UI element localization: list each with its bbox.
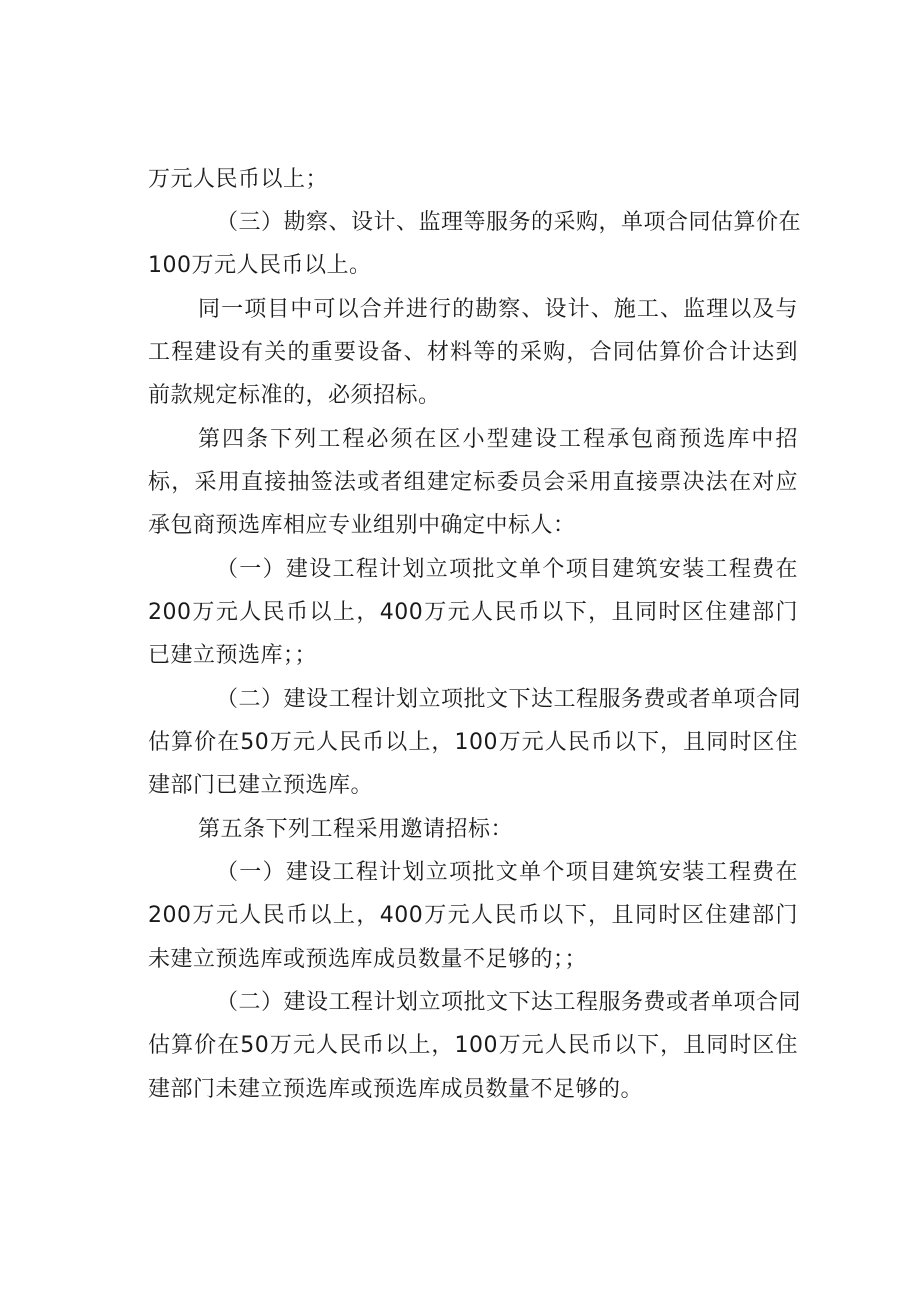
text-line: 标，采用直接抽签法或者组建定标委员会采用直接票决法在对应 xyxy=(148,470,798,495)
text-line: 第五条下列工程采用邀请招标： xyxy=(198,817,514,842)
text-line: 第四条下列工程必须在区小型建设工程承包商预选库中招 xyxy=(198,427,798,452)
text-line: （一）建设工程计划立项批文单个项目建筑安装工程费在 xyxy=(216,557,798,582)
text-line: 200万元人民币以上，400万元人民币以下，且同时区住建部门 xyxy=(148,903,798,928)
text-line: （三）勘察、设计、监理等服务的采购，单项合同估算价在 xyxy=(216,210,802,235)
text-line: 估算价在50万元人民币以上，100万元人民币以下，且同时区住 xyxy=(148,730,798,755)
text-line: 已建立预选库；； xyxy=(148,643,318,668)
text-line: 同一项目中可以合并进行的勘察、设计、施工、监理以及与 xyxy=(198,297,798,322)
text-line: 建部门已建立预选库。 xyxy=(148,773,374,798)
text-line: 估算价在50万元人民币以上，100万元人民币以下，且同时区住 xyxy=(148,1033,798,1058)
text-line: （二）建设工程计划立项批文下达工程服务费或者单项合同 xyxy=(216,990,802,1015)
text-line: 200万元人民币以上，400万元人民币以下，且同时区住建部门 xyxy=(148,600,798,625)
text-line: 前款规定标准的，必须招标。 xyxy=(148,383,441,408)
text-line: 万元人民币以上； xyxy=(148,167,329,192)
text-line: 承包商预选库相应专业组别中确定中标人： xyxy=(148,513,576,538)
text-line: 建部门未建立预选库或预选库成员数量不足够的。 xyxy=(148,1077,644,1102)
text-line: 100万元人民币以上。 xyxy=(148,253,372,278)
text-line: 工程建设有关的重要设备、材料等的采购，合同估算价合计达到 xyxy=(148,340,798,365)
text-line: 未建立预选库或预选库成员数量不足够的；； xyxy=(148,947,588,972)
text-line: （二）建设工程计划立项批文下达工程服务费或者单项合同 xyxy=(216,687,802,712)
text-line: （一）建设工程计划立项批文单个项目建筑安装工程费在 xyxy=(216,860,798,885)
